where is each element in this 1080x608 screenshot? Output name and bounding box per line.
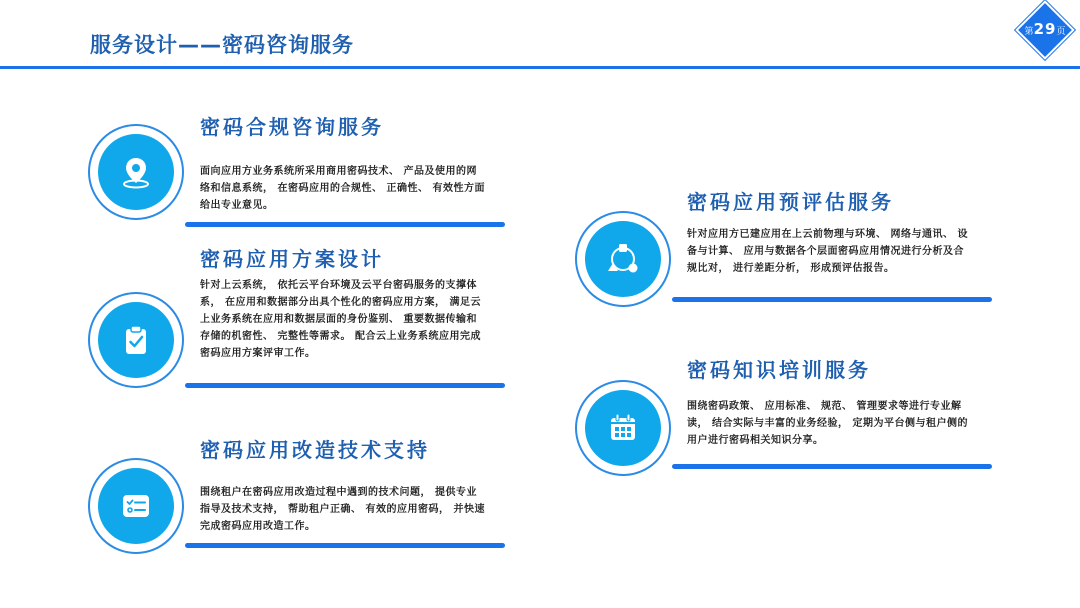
service-description: 针对应用方已建应用在上云前物理与环境、 网络与通讯、 设备与计算、 应用与数据各个层面密码应用情况进行分析及合规比对， 进行差距分析， 形成预评估报告。 (687, 229, 968, 274)
service-underline (185, 222, 505, 227)
network-nodes-icon (605, 241, 641, 277)
service-underline (672, 297, 992, 302)
checklist-icon (118, 488, 154, 524)
location-pin-icon (118, 154, 154, 190)
service-underline (185, 543, 505, 548)
service-title: 密码知识培训服务 (687, 358, 871, 382)
service-description: 围绕密码政策、 应用标准、 规范、 管理要求等进行专业解读， 结合实际与丰富的业务经验， 定期为平台侧与租户侧的用户进行密码相关知识分享。 (687, 401, 968, 446)
service-icon-circle (88, 292, 184, 388)
page-number-text (1019, 19, 1071, 42)
service-underline (185, 383, 505, 388)
page-title: 服务设计——密码咨询服务 (90, 33, 354, 57)
calendar-icon (605, 410, 641, 446)
service-description: 围绕租户在密码应用改造过程中遇到的技术问题， 提供专业指导及技术支持， 帮助租户正确、 有效的应用密码， 并快速完成密码应用改造工作。 (200, 487, 485, 532)
service-icon-circle (575, 380, 671, 476)
page-prefix: 第 (1024, 27, 1034, 37)
service-title: 密码应用方案设计 (200, 247, 384, 271)
service-title: 密码应用预评估服务 (687, 190, 894, 214)
clipboard-check-icon (118, 322, 154, 358)
page-number: 29 (1033, 20, 1057, 38)
service-icon-circle (575, 211, 671, 307)
service-icon-circle (88, 458, 184, 554)
service-title: 密码应用改造技术支持 (200, 438, 430, 462)
page-suffix: 页 (1056, 27, 1066, 37)
service-icon-circle (88, 124, 184, 220)
header-divider (0, 66, 1080, 69)
page-number-badge (1019, 4, 1071, 56)
service-description: 针对上云系统， 依托云平台环境及云平台密码服务的支撑体系， 在应用和数据部分出具个性化的密码应用方案， 满足云上业务系统在应用和数据层面的身份鉴别、 重要数据传输和存储的机密性、 完整性等需求。 配合云上业务系统应用完成密码应用方案评审工作。 (200, 280, 481, 359)
service-underline (672, 464, 992, 469)
service-description: 面向应用方业务系统所采用商用密码技术、 产品及使用的网络和信息系统， 在密码应用的合规性、 正确性、 有效性方面给出专业意见。 (200, 166, 485, 211)
service-title: 密码合规咨询服务 (200, 115, 384, 139)
